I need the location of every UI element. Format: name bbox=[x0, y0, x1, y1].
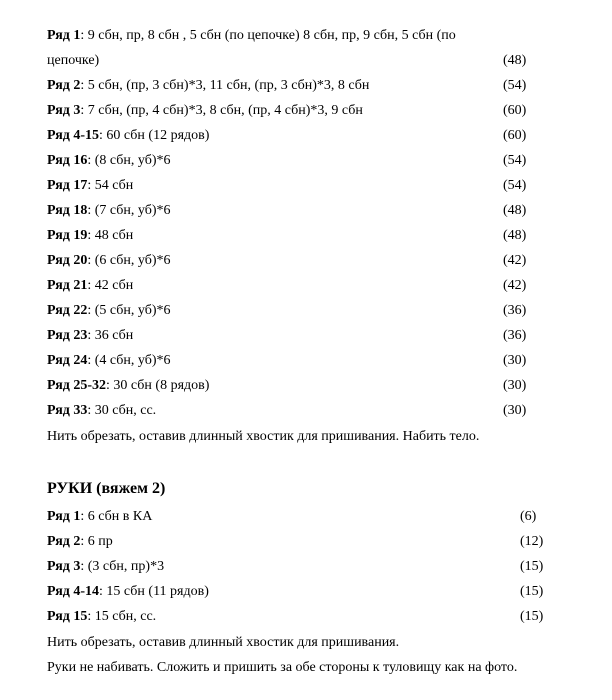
arms-row-4-14 bbox=[47, 583, 209, 601]
body-row-1-continuation bbox=[47, 52, 99, 70]
body-row-33 bbox=[47, 402, 156, 420]
row-label: Ряд 20 bbox=[47, 253, 88, 268]
row-label: Ряд 21 bbox=[47, 278, 88, 293]
body-row-23 bbox=[47, 327, 133, 345]
row-text: : 48 сбн bbox=[87, 228, 134, 243]
row-text: : 30 сбн (8 рядов) bbox=[106, 378, 210, 393]
body-row-16-count: (54) bbox=[503, 153, 527, 168]
body-row-24-count: (30) bbox=[503, 353, 527, 368]
body-row-18-count: (48) bbox=[503, 203, 527, 218]
body-row-20-count: (42) bbox=[503, 253, 527, 268]
row-label: Ряд 17 bbox=[47, 178, 88, 193]
arms-row-4-14-count: (15) bbox=[520, 584, 544, 599]
row-text: : 54 сбн bbox=[87, 178, 134, 193]
row-text: : 7 сбн, (пр, 4 сбн)*3, 8 сбн, (пр, 4 сбн)*3, 9 сбн bbox=[80, 103, 363, 118]
body-row-22-count: (36) bbox=[503, 303, 527, 318]
body-row-33-count: (30) bbox=[503, 403, 527, 418]
row-text: : (5 сбн, уб)*6 bbox=[87, 303, 171, 318]
body-row-17 bbox=[47, 177, 133, 195]
arms-row-2-count: (12) bbox=[520, 534, 544, 549]
row-text: : 42 сбн bbox=[87, 278, 134, 293]
row-text: : 30 сбн, сс. bbox=[87, 403, 157, 418]
arms-row-1 bbox=[47, 508, 152, 526]
arms-row-15 bbox=[47, 608, 156, 626]
row-text: : 15 сбн (11 рядов) bbox=[99, 584, 209, 599]
row-label: Ряд 24 bbox=[47, 353, 88, 368]
row-label: Ряд 2 bbox=[47, 78, 81, 93]
body-row-21 bbox=[47, 277, 133, 295]
row-text: : 9 сбн, пр, 8 сбн , 5 сбн (по цепочке) 8 сбн, пр, 9 сбн, 5 сбн (по bbox=[80, 28, 456, 43]
row-label: Ряд 4-14 bbox=[47, 584, 100, 599]
row-label: Ряд 23 bbox=[47, 328, 88, 343]
row-label: Ряд 18 bbox=[47, 203, 88, 218]
body-row-3 bbox=[47, 102, 363, 120]
body-row-1-count: (48) bbox=[503, 53, 527, 68]
row-text: : (4 сбн, уб)*6 bbox=[87, 353, 171, 368]
arms-row-2 bbox=[47, 533, 113, 551]
arms-heading: РУКИ (вяжем 2) bbox=[47, 480, 166, 497]
body-row-22 bbox=[47, 302, 171, 320]
row-label: Ряд 25-32 bbox=[47, 378, 107, 393]
row-label: Ряд 16 bbox=[47, 153, 88, 168]
row-text: : 60 сбн (12 рядов) bbox=[99, 128, 210, 143]
body-row-17-count: (54) bbox=[503, 178, 527, 193]
body-row-23-count: (36) bbox=[503, 328, 527, 343]
body-row-19-count: (48) bbox=[503, 228, 527, 243]
body-row-25-32 bbox=[47, 377, 209, 395]
body-row-2-count: (54) bbox=[503, 78, 527, 93]
row-label: Ряд 15 bbox=[47, 609, 88, 624]
arms-row-3-count: (15) bbox=[520, 559, 544, 574]
row-text: : 36 сбн bbox=[87, 328, 134, 343]
body-row-21-count: (42) bbox=[503, 278, 527, 293]
body-row-4-15-count: (60) bbox=[503, 128, 527, 143]
row-label: Ряд 33 bbox=[47, 403, 88, 418]
body-row-16 bbox=[47, 152, 171, 170]
arms-note-2: Руки не набивать. Сложить и пришить за обе стороны к туловищу как на фото. bbox=[47, 660, 518, 675]
row-label: Ряд 4-15 bbox=[47, 128, 100, 143]
row-text: : (8 сбн, уб)*6 bbox=[87, 153, 171, 168]
arms-row-1-count: (6) bbox=[520, 509, 537, 524]
row-label: Ряд 22 bbox=[47, 303, 88, 318]
row-label: Ряд 1 bbox=[47, 28, 81, 43]
row-text: цепочке) bbox=[47, 53, 100, 68]
arms-row-15-count: (15) bbox=[520, 609, 544, 624]
body-row-18 bbox=[47, 202, 171, 220]
arms-row-3 bbox=[47, 558, 164, 576]
body-row-2 bbox=[47, 77, 369, 95]
row-label: Ряд 3 bbox=[47, 559, 81, 574]
row-text: : 6 сбн в КА bbox=[80, 509, 153, 524]
row-text: : 6 пр bbox=[80, 534, 113, 549]
body-row-24 bbox=[47, 352, 171, 370]
row-label: Ряд 3 bbox=[47, 103, 81, 118]
arms-note-1: Нить обрезать, оставив длинный хвостик для пришивания. bbox=[47, 635, 400, 650]
body-row-4-15 bbox=[47, 127, 209, 145]
row-label: Ряд 1 bbox=[47, 509, 81, 524]
row-text: : 5 сбн, (пр, 3 сбн)*3, 11 сбн, (пр, 3 сбн)*3, 8 сбн bbox=[80, 78, 370, 93]
row-text: : (6 сбн, уб)*6 bbox=[87, 253, 171, 268]
body-row-3-count: (60) bbox=[503, 103, 527, 118]
body-row-20 bbox=[47, 252, 171, 270]
body-row-1 bbox=[47, 27, 456, 45]
body-row-19 bbox=[47, 227, 133, 245]
row-text: : 15 сбн, сс. bbox=[87, 609, 157, 624]
row-label: Ряд 19 bbox=[47, 228, 88, 243]
row-text: : (7 сбн, уб)*6 bbox=[87, 203, 171, 218]
body-note: Нить обрезать, оставив длинный хвостик для пришивания. Набить тело. bbox=[47, 429, 480, 444]
row-label: Ряд 2 bbox=[47, 534, 81, 549]
body-row-25-32-count: (30) bbox=[503, 378, 527, 393]
row-text: : (3 сбн, пр)*3 bbox=[80, 559, 165, 574]
